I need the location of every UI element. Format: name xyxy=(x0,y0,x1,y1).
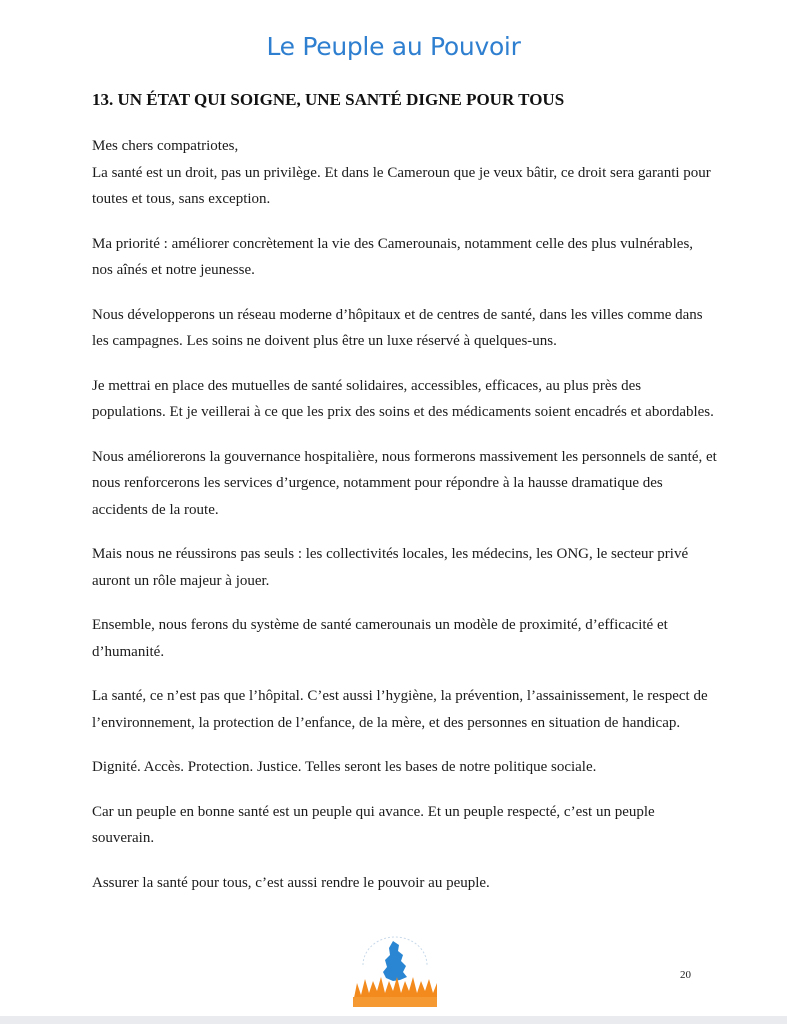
document-body xyxy=(92,133,717,914)
paragraph: Nous améliorerons la gouvernance hospitalière, nous formerons massivement les personnels de santé, et nous renforcerons les services d’urgence, notamment pour répondre à la hausse dramatique des accidents de la route. xyxy=(92,448,717,518)
paragraph: Nous développerons un réseau moderne d’hôpitaux et de centres de santé, dans les villes comme dans les campagnes. Les soins ne doivent plus être un luxe réservé à quelques-uns. xyxy=(92,306,703,349)
paragraph: La santé, ce n’est pas que l’hôpital. C’est aussi l’hygiène, la prévention, l’assainissement, le respect de l’environnement, la protection de l’enfance, de la mère, et des personnes en situation de handicap. xyxy=(92,688,708,731)
paragraph: Je mettrai en place des mutuelles de santé solidaires, accessibles, efficaces, au plus près des populations. Et je veillerai à ce que les prix des soins et des médicaments soient encadrés et abordables. xyxy=(92,377,714,420)
paragraph-greeting xyxy=(92,133,717,213)
document-header-brand: Le Peuple au Pouvoir xyxy=(266,32,521,61)
paragraph: Dignité. Accès. Protection. Justice. Telles seront les bases de notre politique sociale. xyxy=(92,759,597,775)
page-number: 20 xyxy=(680,969,691,981)
paragraph: Car un peuple en bonne santé est un peuple qui avance. Et un peuple respecté, c’est un peuple souverain. xyxy=(92,803,655,846)
campaign-logo xyxy=(353,931,437,1007)
section-title: 13. UN ÉTAT QUI SOIGNE, UNE SANTÉ DIGNE POUR TOUS xyxy=(92,90,565,109)
viewer-bottom-strip xyxy=(0,1016,787,1024)
cameroon-map-logo-icon xyxy=(353,931,437,1007)
paragraph-line: La santé est un droit, pas un privilège. Et dans le Cameroun que je veux bâtir, ce droit sera garanti pour toutes et tous, sans exception. xyxy=(92,164,711,207)
paragraph: Ensemble, nous ferons du système de santé camerounais un modèle de proximité, d’efficacité et d’humanité. xyxy=(92,617,668,660)
paragraph: Mais nous ne réussirons pas seuls : les collectivités locales, les médecins, les ONG, le secteur privé auront un rôle majeur à jouer. xyxy=(92,546,689,589)
paragraph: Assurer la santé pour tous, c’est aussi rendre le pouvoir au peuple. xyxy=(92,874,490,891)
paragraph: Ma priorité : améliorer concrètement la vie des Camerounais, notamment celle des plus vulnérables, nos aînés et notre jeunesse. xyxy=(92,235,694,278)
paragraph-line: Mes chers compatriotes, xyxy=(92,138,239,154)
